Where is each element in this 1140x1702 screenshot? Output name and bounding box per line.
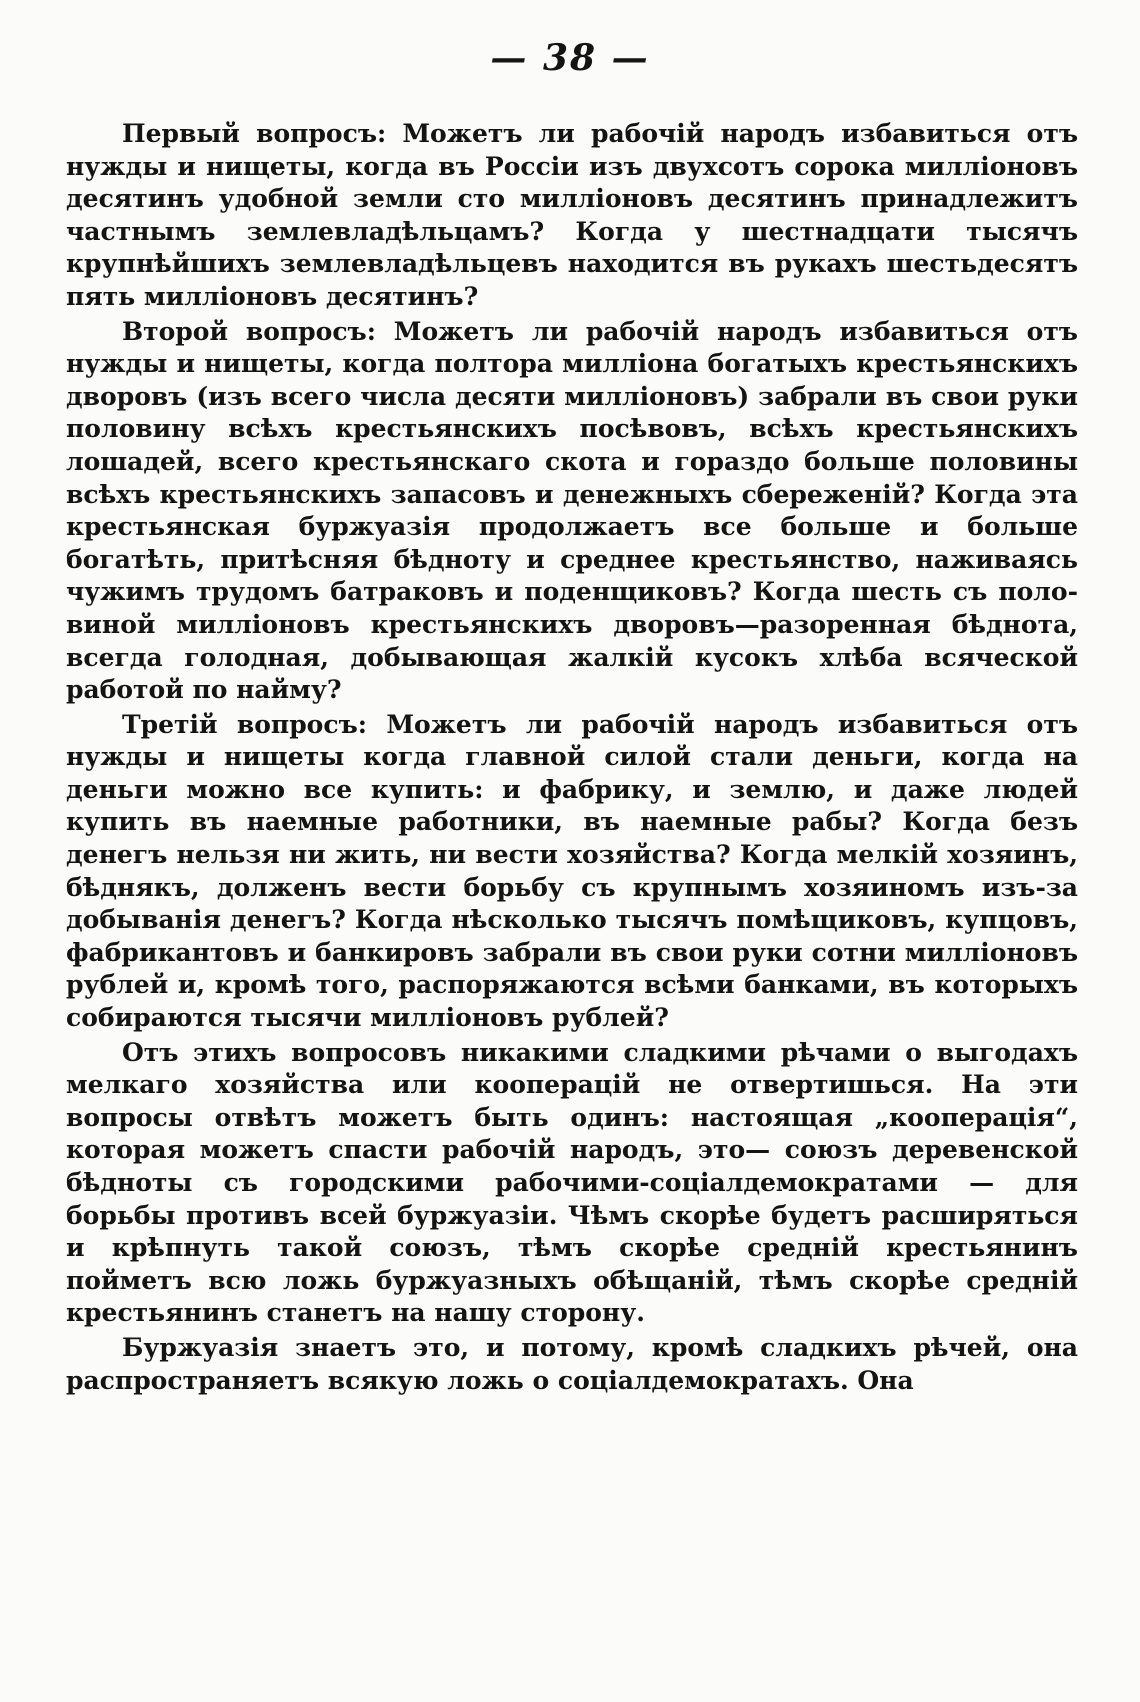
- paragraph-first-question: Первый вопросъ: Можетъ ли рабочій народъ избавиться отъ нужды и нищеты, когда въ Россіи изъ двухсотъ сорока милліоновъ десятинъ удобной земли сто милліоновъ десятинъ принадлежитъ частнымъ землевладѣльцамъ? Когда у шестнадцати тысячъ крупнѣйшихъ землевладѣльцевъ находится въ рукахъ шестьдесятъ пять милліоновъ десятинъ?: [66, 119, 1078, 311]
- paragraph-answer: Отъ этихъ вопросовъ никакими сладкими рѣчами о выгодахъ мелкаго хозяйства или кооперацій не отвертишься. На эти вопросы отвѣтъ можетъ быть одинъ: настоящая „кооперація“, которая можетъ спасти рабочій народъ, это— союзъ деревенской бѣдноты съ городскими рабочими-соціалдемократами — для борьбы противъ всей буржуазіи. Чѣмъ скорѣе будетъ расширяться и крѣпнуть такой союзъ, тѣмъ скорѣе средній крестьянинъ пойметъ всю ложь буржуазныхъ обѣщаній, тѣмъ скорѣе средній крестьянинъ станетъ на нашу сторону.: [66, 1037, 1078, 1328]
- paragraph-second-question: Второй вопросъ: Можетъ ли рабочій народъ избавиться отъ нужды и нищеты, когда полтора милліона богатыхъ крестьянскихъ дворовъ (изъ всего числа десяти милліоновъ) забрали въ свои руки половину всѣхъ крестьянскихъ посѣвовъ, всѣхъ крестьянскихъ лошадей, всего крестьянскаго скота и гораздо больше половины всѣхъ крестьянскихъ запасовъ и денежныхъ сбереженій? Когда эта крестьянская буржуазія продолжаетъ все больше и больше богатѣть, притѣсняя бѣдноту и среднее крестьянство, наживаясь чужимъ трудомъ батраковъ и поденщиковъ? Когда шесть съ половиной милліоновъ крестьянскихъ дворовъ—разоренная бѣднота, всегда голодная, добывающая жалкій кусокъ хлѣба всяческой работой по найму?: [66, 316, 1078, 705]
- page-number: — 38 —: [490, 37, 650, 79]
- paragraph-bourgeoisie: Буржуазія знаетъ это, и потому, кромѣ сладкихъ рѣчей, она распространяетъ всякую ложь о соціалдемократахъ. Она: [66, 1332, 1078, 1395]
- paragraph-third-question: Третій вопросъ: Можетъ ли рабочій народъ избавиться отъ нужды и нищеты когда главной силой стали деньги, когда на деньги можно все купить: и фабрику, и землю, и даже людей купить въ наемные работники, въ наемные рабы? Когда безъ денегъ нельзя ни жить, ни вести хозяйства? Когда мелкій хозяинъ, бѣднякъ, долженъ вести борьбу съ крупнымъ хозяиномъ изъ-за добыванія денегъ? Когда нѣсколько тысячъ помѣщиковъ, купцовъ, фабрикантовъ и банкировъ забрали въ свои руки сотни милліоновъ рублей и, кромѣ того, распоряжаются всѣми банками, въ которыхъ собираются тысячи милліоновъ рублей?: [66, 709, 1078, 1033]
- body-text: [66, 118, 1078, 1397]
